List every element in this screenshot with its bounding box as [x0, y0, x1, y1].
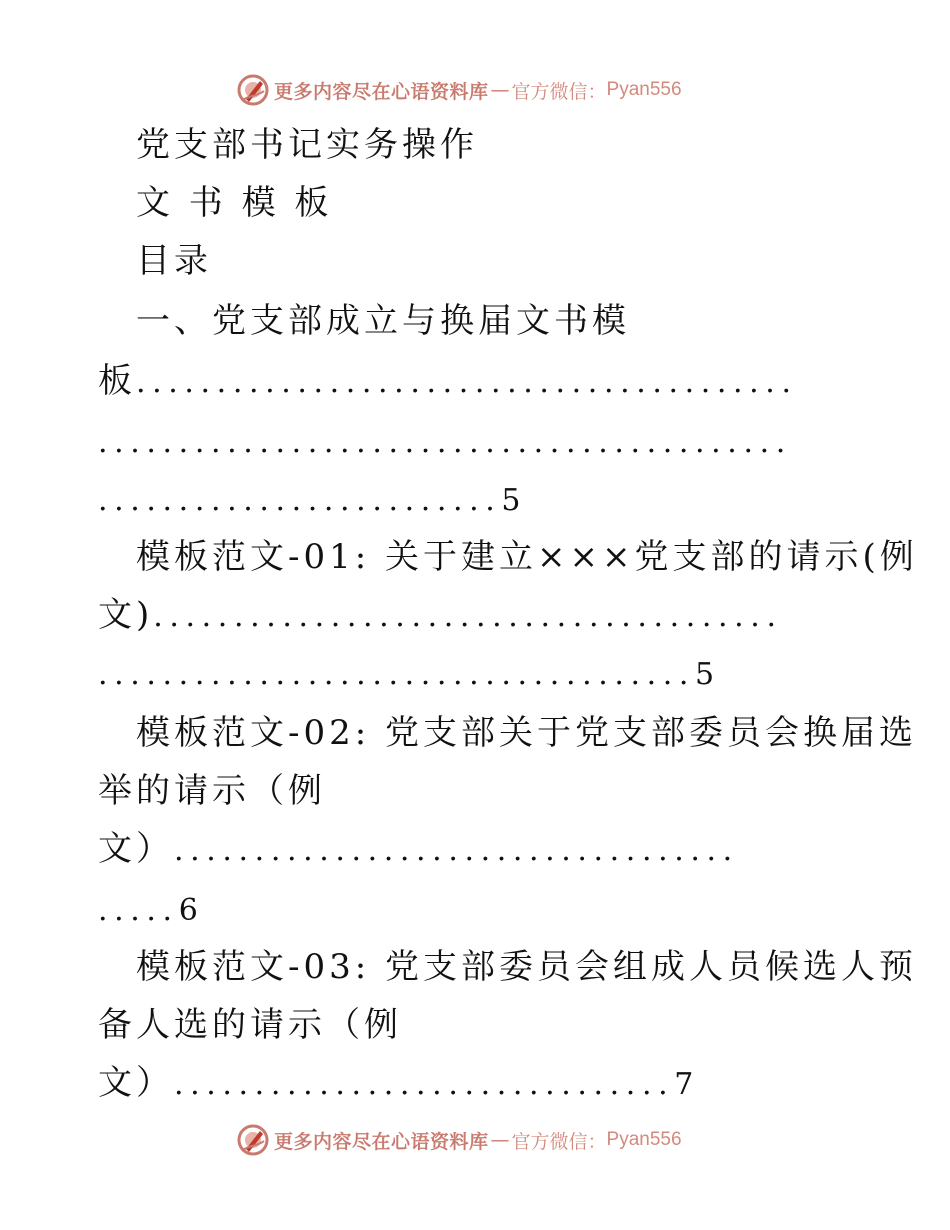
watermark-label: 官方微信： [511, 1130, 607, 1153]
document-subtitle: 文 书 模 板 [136, 183, 333, 223]
watermark-separator: — [490, 79, 508, 101]
leader-dots: ....................................... [153, 599, 783, 634]
watermark-text: 更多内容尽在心语资料库 [274, 80, 489, 103]
pen-logo-icon [236, 73, 270, 107]
toc-entry-02-page: 6 [178, 893, 198, 928]
toc-entry-03-page-line [0, 1054, 693, 1112]
leader-dots: ......................... [98, 483, 502, 518]
toc-entry-03-label: 模板范文-03: 党支部委员会组成人员候选人预 [136, 947, 918, 987]
pen-logo-icon [236, 1123, 270, 1157]
toc-section-1-label: 一、党支部成立与换届文书模 [136, 301, 630, 341]
toc-heading: 目录 [136, 241, 212, 281]
toc-section-1-continued [0, 352, 798, 410]
leader-dots: ................................... [174, 833, 739, 868]
toc-section-1-page: 5 [501, 483, 521, 518]
toc-entry-03-label-line-2: 备人选的请示（例 [98, 1005, 402, 1045]
watermark-label: 官方微信： [511, 80, 607, 103]
watermark-footer [236, 1122, 682, 1158]
toc-section-1-page-line [0, 470, 521, 528]
watermark-id: Pyan556 [606, 1129, 682, 1150]
toc-entry-02-label-line-2: 举的请示（例 [98, 771, 326, 811]
toc-entry-03-label-end: 文） [98, 1063, 174, 1103]
leader-dots: ............................... [174, 1067, 675, 1102]
toc-entry-01-label-end: 文) [98, 595, 154, 635]
toc-entry-03-page: 7 [674, 1067, 694, 1102]
watermark-text: 更多内容尽在心语资料库 [274, 1130, 489, 1153]
leader-dots: ......................................... [136, 365, 798, 400]
leader-dots: ..... [98, 893, 179, 928]
leader-dots-line [0, 412, 792, 470]
toc-entry-01-page: 5 [695, 657, 715, 692]
leader-dots: ........................................... [98, 425, 792, 460]
toc-entry-02-label: 模板范文-02: 党支部关于党支部委员会换届选 [136, 713, 918, 753]
toc-entry-01-page-line [0, 644, 714, 702]
watermark-header [236, 72, 682, 108]
watermark-separator: — [490, 1129, 508, 1151]
watermark-id: Pyan556 [606, 79, 682, 100]
toc-section-1-label-end: 板 [98, 361, 136, 401]
toc-entry-02-continued [0, 820, 739, 878]
toc-entry-02-label-end: 文） [98, 829, 174, 869]
toc-entry-02-page-line [0, 880, 198, 938]
document-title: 党支部书记实务操作 [136, 125, 478, 165]
leader-dots: ..................................... [98, 657, 696, 692]
toc-entry-01-label: 模板范文-01: 关于建立×××党支部的请示(例 [136, 537, 918, 577]
toc-entry-01-continued [0, 586, 783, 644]
